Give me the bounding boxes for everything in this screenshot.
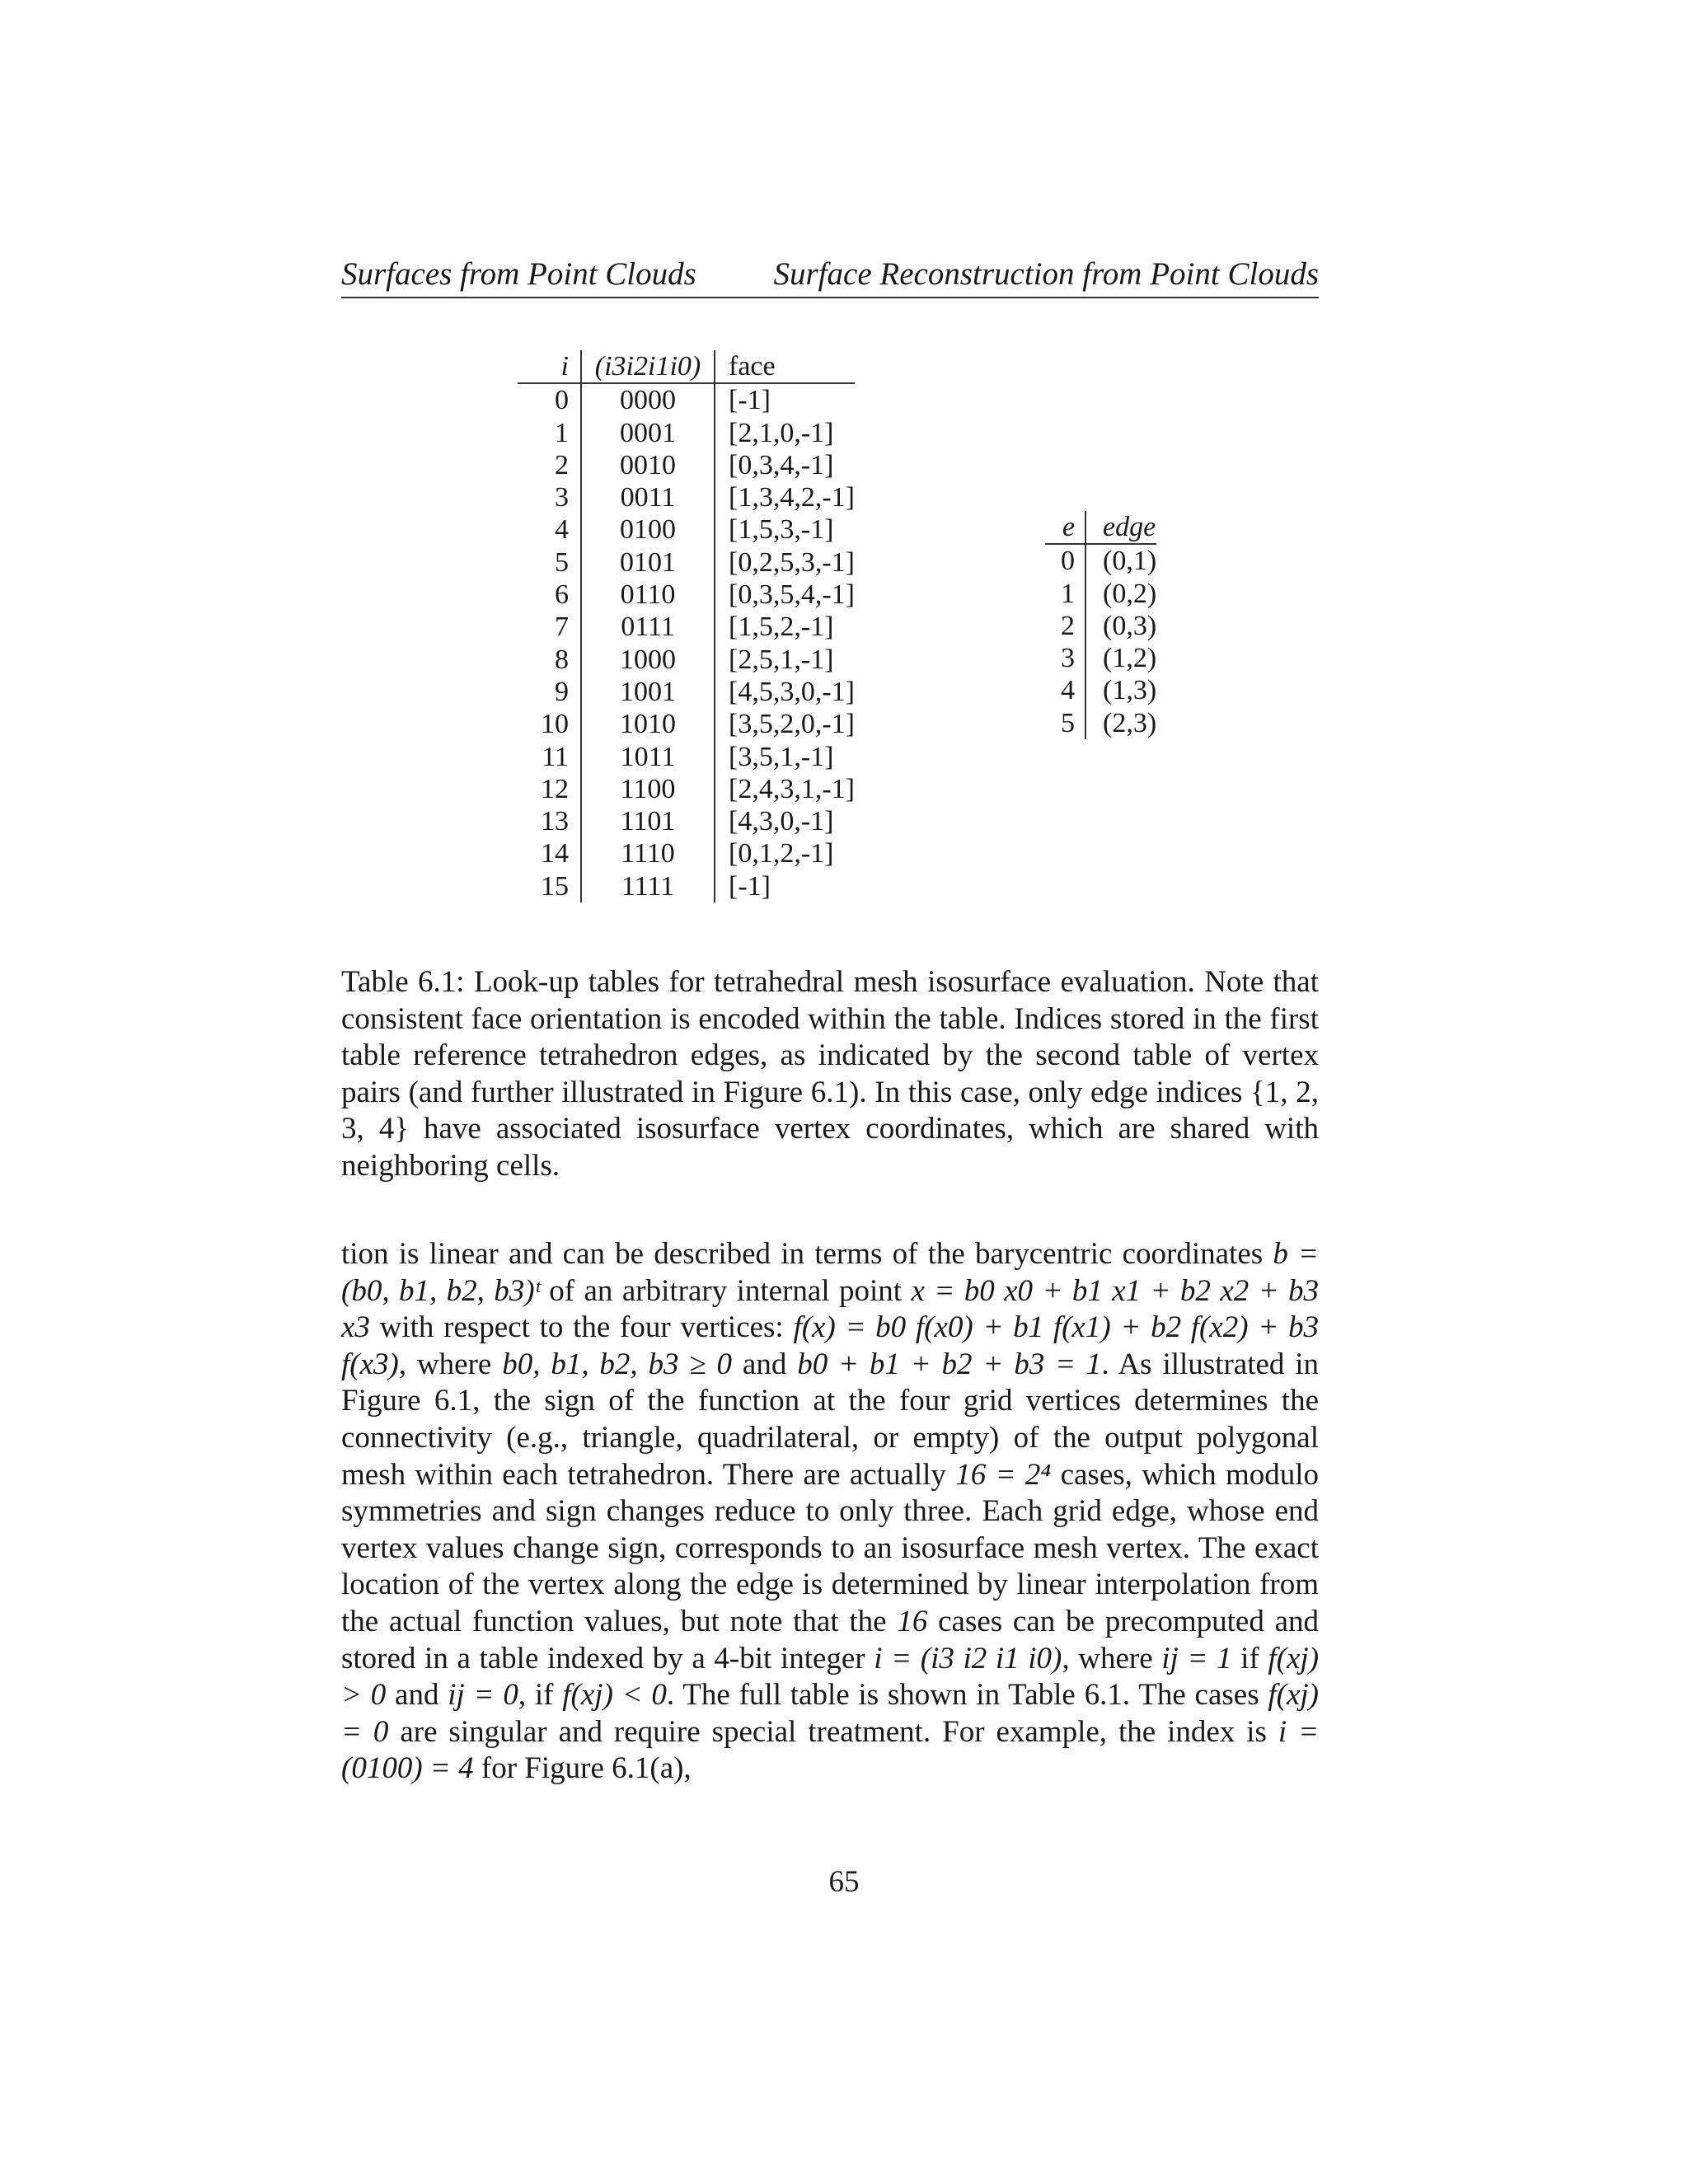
text-run: for Figure 6.1(a),: [481, 1751, 692, 1786]
face-table-row: [518, 805, 855, 837]
table-cell: 7: [555, 612, 569, 643]
table-cell: [-1]: [729, 870, 771, 902]
table-cell: 13: [541, 806, 569, 837]
math-inline: i = (i3 i2 i1 i0): [874, 1641, 1062, 1675]
column-header: i: [518, 350, 581, 383]
face-table-row: [518, 513, 855, 546]
face-table-row: [518, 579, 855, 611]
table-cell: [0,2,5,3,-1]: [729, 546, 855, 578]
table-cell: (0,2): [1085, 578, 1156, 610]
table-cell: 12: [541, 773, 569, 804]
table-cell: 2: [1061, 610, 1075, 641]
text-run: . The full table is shown in Table 6.1. The cases: [666, 1678, 1259, 1713]
table-cell: 10: [541, 709, 569, 740]
edge-table-row: [1045, 707, 1156, 739]
table-cell: [2,5,1,-1]: [729, 644, 834, 675]
text-run: , where: [1062, 1641, 1153, 1675]
table-cell: 1010: [581, 708, 715, 740]
face-table-row: [518, 611, 855, 643]
edge-table-row: [1045, 544, 1156, 577]
table-cell: 0: [1061, 546, 1075, 577]
text-run: tion is linear and can be described in terms of the barycentric coordinates: [341, 1237, 1264, 1271]
table-cell: 4: [555, 514, 569, 546]
table-cell: 0100: [581, 513, 715, 546]
table-cell: [1,5,3,-1]: [729, 514, 834, 546]
table-cell: 0010: [581, 449, 715, 481]
face-table-row: [518, 383, 855, 416]
edge-table-row: [1045, 578, 1156, 610]
column-header: (i3i2i1i0): [581, 350, 715, 383]
table-cell: 11: [542, 741, 569, 772]
table-cell: (1,2): [1085, 642, 1156, 674]
math-inline: i = (0100) = 4: [341, 1714, 1320, 1786]
text-run: cases can be precomputed and stored in a table indexed by a 4-bit integer: [341, 1604, 1320, 1675]
text-run: cases, which modulo symmetries and sign changes reduce to only three. Each grid edge, whose end vertex values change sign, corresponds to an isosurface mesh vertex. The exact location of the vertex along the edge is determined by linear interpolation from the actual function values, but note that the: [341, 1457, 1320, 1638]
paragraph-text: [341, 1236, 1319, 1788]
table-cell: 1110: [581, 837, 715, 869]
table-cell: (1,3): [1085, 674, 1156, 706]
table-cell: 1001: [581, 676, 715, 708]
running-header: [341, 255, 1319, 298]
text-run: . As illustrated in Figure 6.1, the sign of the function at the four grid vertices determines the connectivity (e.g., triangle, quadrilateral, or empty) of the output polygonal mesh within each tetrahedron. There are actually: [341, 1347, 1320, 1492]
table-cell: 0001: [581, 417, 715, 449]
edge-table-row: [1045, 642, 1156, 674]
table-cell: 3: [1061, 643, 1075, 674]
face-lookup-table: [518, 350, 855, 902]
text-run: and: [395, 1678, 439, 1713]
table-cell: (0,3): [1085, 610, 1156, 642]
table-cell: 5: [555, 546, 569, 578]
table-cell: 1111: [581, 870, 715, 902]
math-inline: 16 = 2⁴: [955, 1457, 1052, 1492]
table-cell: [4,5,3,0,-1]: [729, 676, 855, 707]
table-cell: [0,3,5,4,-1]: [729, 579, 855, 611]
face-table-row: [518, 773, 855, 805]
table-cell: 0: [555, 385, 569, 416]
text-run: if: [1240, 1641, 1259, 1675]
text-run: with respect to the four vertices:: [379, 1310, 784, 1345]
table-cell: 4: [1061, 675, 1075, 706]
table-cell: 1: [555, 417, 569, 448]
header-chapter-title: Surfaces from Point Clouds: [341, 256, 696, 292]
table-cell: 6: [555, 579, 569, 611]
table-cell: 14: [541, 838, 569, 869]
table-cell: [3,5,1,-1]: [729, 741, 834, 772]
face-table-row: [518, 417, 855, 449]
table-cell: [1,3,4,2,-1]: [729, 482, 855, 513]
text-run: of an arbitrary internal point: [549, 1273, 903, 1308]
table-cell: [2,4,3,1,-1]: [729, 773, 855, 804]
table-cell: 1: [1061, 578, 1075, 609]
edge-table-row: [1045, 674, 1156, 706]
face-table-row: [518, 481, 855, 513]
face-table-row: [518, 837, 855, 869]
edge-table-row-header: [1045, 511, 1156, 544]
table-cell: [3,5,2,0,-1]: [729, 709, 855, 740]
table-cell: 0111: [581, 611, 715, 643]
column-header: e: [1045, 511, 1085, 544]
column-header: face: [715, 350, 855, 383]
table-cell: 0110: [581, 579, 715, 611]
table-cell: [1,5,2,-1]: [729, 612, 834, 643]
table-cell: (2,3): [1085, 707, 1156, 739]
face-table-row: [518, 449, 855, 481]
table-cell: [0,3,4,-1]: [729, 449, 834, 480]
table-cell: 2: [555, 449, 569, 480]
table-caption: [341, 964, 1319, 1185]
table-cell: 8: [555, 644, 569, 675]
table-cell: 9: [555, 676, 569, 707]
math-inline: b0 + b1 + b2 + b3 = 1: [797, 1347, 1102, 1381]
table-cell: [4,3,0,-1]: [729, 806, 834, 837]
face-table-row: [518, 870, 855, 902]
math-inline: f(x) = b0 f(x0) + b1 f(x1) + b2 f(x2) + b3 f(x3): [341, 1310, 1320, 1381]
math-inline: f(xj) > 0: [341, 1641, 1320, 1713]
edge-table-body: [1045, 511, 1156, 739]
table-cell: 0101: [581, 546, 715, 579]
face-table-row-header: [518, 350, 855, 383]
text-run: , where: [398, 1347, 492, 1381]
table-cell: (0,1): [1085, 544, 1156, 577]
caption-text: Table 6.1: Look-up tables for tetrahedral mesh isosurface evaluation. Note that consistent face orientation is encoded within the table. Indices stored in the first table reference tetrahedron edges, as indicated by the second table of vertex pairs (and further illustrated in Figure 6.1). In this case, only edge indices {1, 2, 3, 4} have associated isosurface vertex coordinates, which are shared with neighboring cells.: [341, 965, 1319, 1183]
face-table-body: [518, 350, 855, 902]
face-table-row: [518, 741, 855, 773]
math-inline: b0, b1, b2, b3 ≥ 0: [502, 1347, 733, 1381]
edge-lookup-table: [1045, 511, 1156, 739]
body-paragraph: [341, 1236, 1319, 1788]
table-cell: 1100: [581, 773, 715, 805]
table-cell: 0011: [581, 481, 715, 513]
table-cell: 5: [1061, 707, 1075, 738]
face-table-row: [518, 708, 855, 740]
text-run: and: [742, 1347, 787, 1381]
page-number: 65: [828, 1865, 860, 1899]
table-cell: [0,1,2,-1]: [729, 838, 834, 869]
table-cell: [2,1,0,-1]: [729, 417, 834, 448]
math-inline: f(xj) = 0: [341, 1678, 1319, 1749]
math-inline: ij = 0: [448, 1678, 518, 1713]
text-run: , if: [518, 1678, 554, 1713]
math-inline: b = (b0, b1, b2, b3)ᵗ: [341, 1237, 1320, 1308]
table-cell: 0000: [581, 383, 715, 416]
table-cell: [-1]: [729, 385, 771, 416]
table-cell: 3: [555, 482, 569, 513]
table-cell: 1000: [581, 644, 715, 676]
face-table-row: [518, 676, 855, 708]
math-inline: 16: [897, 1604, 928, 1638]
face-table-row: [518, 644, 855, 676]
math-inline: ij = 1: [1161, 1641, 1232, 1675]
table-cell: 1011: [581, 741, 715, 773]
column-header: edge: [1085, 511, 1156, 544]
edge-table-row: [1045, 610, 1156, 642]
face-table-row: [518, 546, 855, 579]
header-section-title: Surface Reconstruction from Point Clouds: [773, 256, 1319, 292]
math-inline: f(xj) < 0: [562, 1678, 667, 1713]
table-cell: 15: [541, 870, 569, 902]
text-run: are singular and require special treatment. For example, the index is: [400, 1714, 1267, 1749]
table-cell: 1101: [581, 805, 715, 837]
math-inline: x = b0 x0 + b1 x1 + b2 x2 + b3 x3: [341, 1273, 1320, 1345]
